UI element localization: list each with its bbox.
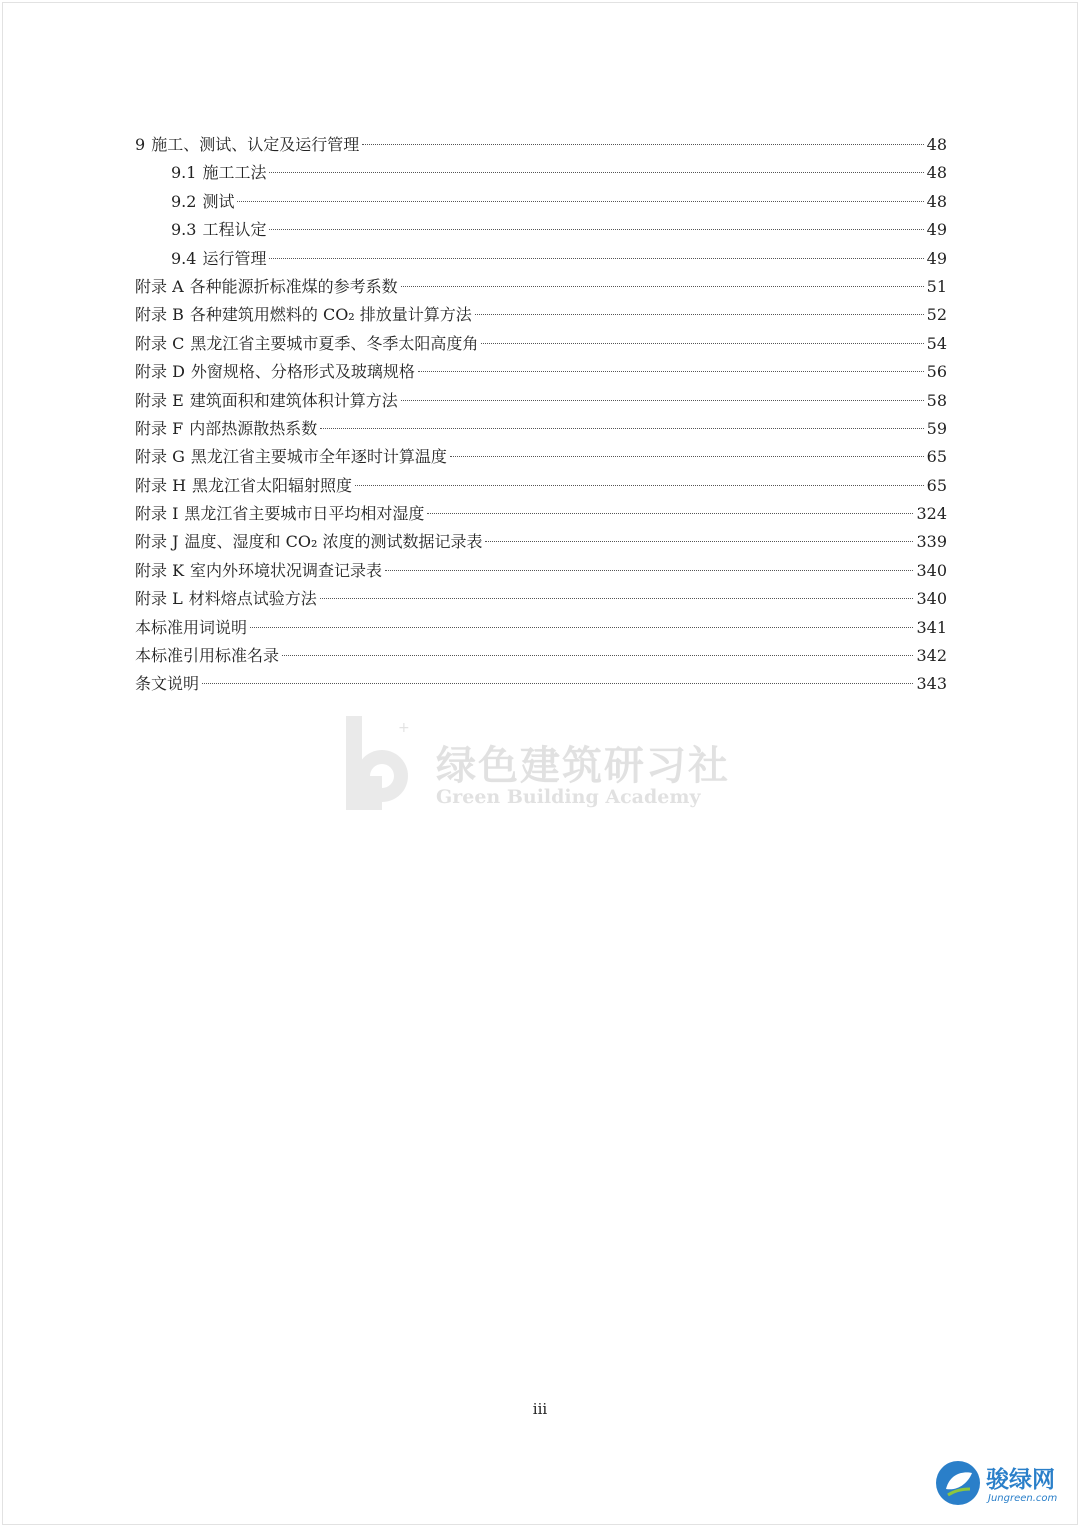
toc-entry-number: 附录 F <box>135 418 184 438</box>
toc-entry[interactable] <box>135 188 947 216</box>
toc-entry-page: 59 <box>926 418 947 438</box>
toc-entry-title: 测试 <box>202 191 235 211</box>
toc-dot-leader <box>485 541 913 542</box>
toc-entry-page: 65 <box>926 447 947 467</box>
toc-dot-leader <box>355 485 924 486</box>
toc-entry-number: 9.3 <box>171 220 197 240</box>
toc-entry[interactable] <box>135 614 947 642</box>
toc-entry[interactable] <box>135 245 947 273</box>
toc-entry-page: 48 <box>926 163 947 183</box>
toc-entry[interactable] <box>135 387 947 415</box>
toc-entry-number: 附录 E <box>135 390 184 410</box>
toc-dot-leader <box>401 286 924 287</box>
toc-entry-title: 各种建筑用燃料的 CO₂ 排放量计算方法 <box>189 305 472 325</box>
toc-dot-leader <box>320 428 923 429</box>
toc-entry-number: 附录 C <box>135 333 185 353</box>
page-number: iii <box>532 1400 548 1418</box>
toc-entry-title: 黑龙江省主要城市日平均相对湿度 <box>184 504 425 524</box>
toc-entry-page: 48 <box>926 191 947 211</box>
toc-entry-number: 附录 J <box>135 532 179 552</box>
toc-entry-title: 运行管理 <box>202 248 267 268</box>
toc-dot-leader <box>282 655 913 656</box>
toc-entry-page: 48 <box>926 135 947 154</box>
toc-entry-page: 51 <box>926 276 947 296</box>
svg-text:+: + <box>398 720 410 736</box>
toc-dot-leader <box>269 229 923 230</box>
toc-entry-page: 340 <box>916 589 947 609</box>
toc-entry-title: 本标准用词说明 <box>135 617 248 637</box>
toc-entry[interactable] <box>135 642 947 670</box>
toc-entry[interactable] <box>135 330 947 358</box>
toc-entry-number: 附录 L <box>135 589 183 609</box>
toc-entry-title: 建筑面积和建筑体积计算方法 <box>189 390 398 410</box>
toc-entry-title: 外窗规格、分格形式及玻璃规格 <box>190 362 415 382</box>
toc-dot-leader <box>475 314 924 315</box>
toc-entry-page: 324 <box>916 504 947 524</box>
toc-dot-leader <box>250 627 913 628</box>
toc-entry-number: 附录 B <box>135 305 184 325</box>
toc-dot-leader <box>320 598 914 599</box>
toc-entry[interactable] <box>135 500 947 528</box>
toc-entry-number: 9 <box>135 135 146 154</box>
toc-entry-page: 49 <box>926 248 947 268</box>
toc-entry-number: 9.1 <box>171 163 197 183</box>
toc-entry-title: 内部热源散热系数 <box>189 418 318 438</box>
toc-entry[interactable] <box>135 358 947 386</box>
toc-dot-leader <box>481 343 923 344</box>
toc-entry-title: 材料熔点试验方法 <box>188 589 317 609</box>
toc-entry-title: 施工、测试、认定及运行管理 <box>151 135 360 154</box>
toc-dot-leader <box>202 683 913 684</box>
toc-entry[interactable] <box>135 273 947 301</box>
toc-entry[interactable] <box>135 670 947 698</box>
watermark-logo-icon <box>344 716 434 816</box>
toc-entry[interactable] <box>135 472 947 500</box>
toc-entry-page: 341 <box>916 617 947 637</box>
toc-entry-number: 附录 H <box>135 475 187 495</box>
brand-url: Jungreen.com <box>988 1493 1058 1504</box>
toc-entry-number: 附录 A <box>135 276 184 296</box>
toc-entry[interactable] <box>135 528 947 556</box>
toc-entry-page: 339 <box>916 532 947 552</box>
toc-dot-leader <box>237 201 923 202</box>
toc-entry[interactable] <box>135 131 947 159</box>
toc-entry-title: 黑龙江省主要城市夏季、冬季太阳高度角 <box>190 333 479 353</box>
watermark-text-cn: 绿色建筑研习社 <box>436 742 730 789</box>
toc-entry-title: 室内外环境状况调查记录表 <box>190 560 383 580</box>
toc-entry-page: 343 <box>916 674 947 694</box>
toc-entry[interactable] <box>135 585 947 613</box>
toc-entry[interactable] <box>135 216 947 244</box>
toc-entry-title: 黑龙江省主要城市全年逐时计算温度 <box>190 447 447 467</box>
toc-dot-leader <box>427 513 913 514</box>
toc-entry-number: 附录 K <box>135 560 185 580</box>
toc-entry[interactable] <box>135 415 947 443</box>
toc-dot-leader <box>401 400 924 401</box>
toc-entry-page: 65 <box>926 475 947 495</box>
watermark <box>344 716 744 816</box>
toc-entry-number: 9.2 <box>171 191 197 211</box>
watermark-text-en: Green Building Academy <box>436 786 701 808</box>
toc-entry-title: 条文说明 <box>135 674 200 694</box>
toc-entry[interactable] <box>135 159 947 187</box>
toc-dot-leader <box>450 456 924 457</box>
toc-entry-page: 49 <box>926 220 947 240</box>
toc-entry-title: 工程认定 <box>202 220 267 240</box>
toc-entry-number: 附录 G <box>135 447 185 467</box>
toc-entry-title: 本标准引用标准名录 <box>135 646 280 666</box>
toc-entry-page: 58 <box>926 390 947 410</box>
toc-entry-number: 附录 D <box>135 362 185 382</box>
toc-dot-leader <box>269 258 923 259</box>
brand-leaf-icon <box>934 1459 982 1507</box>
toc-dot-leader <box>418 371 924 372</box>
toc-entry[interactable] <box>135 557 947 585</box>
toc-dot-leader <box>269 172 923 173</box>
toc-entry-title: 黑龙江省太阳辐射照度 <box>192 475 353 495</box>
toc-entry-page: 340 <box>916 560 947 580</box>
toc-entry-title: 温度、湿度和 CO₂ 浓度的测试数据记录表 <box>184 532 483 552</box>
toc-entry-page: 54 <box>926 333 947 353</box>
toc-entry[interactable] <box>135 301 947 329</box>
toc-entry-page: 52 <box>926 305 947 325</box>
toc-entry-page: 342 <box>916 646 947 666</box>
toc-dot-leader <box>385 570 913 571</box>
toc-entry-number: 附录 I <box>135 504 179 524</box>
toc-entry-title: 施工工法 <box>202 163 267 183</box>
brand-name: 骏绿网 <box>986 1467 1055 1493</box>
toc-entry-title: 各种能源折标准煤的参考系数 <box>189 276 398 296</box>
toc-entry-number: 9.4 <box>171 248 197 268</box>
table-of-contents <box>135 131 947 699</box>
toc-entry[interactable] <box>135 443 947 471</box>
toc-dot-leader <box>362 144 923 145</box>
brand-logo[interactable] <box>930 1455 1070 1515</box>
toc-entry-page: 56 <box>926 362 947 382</box>
